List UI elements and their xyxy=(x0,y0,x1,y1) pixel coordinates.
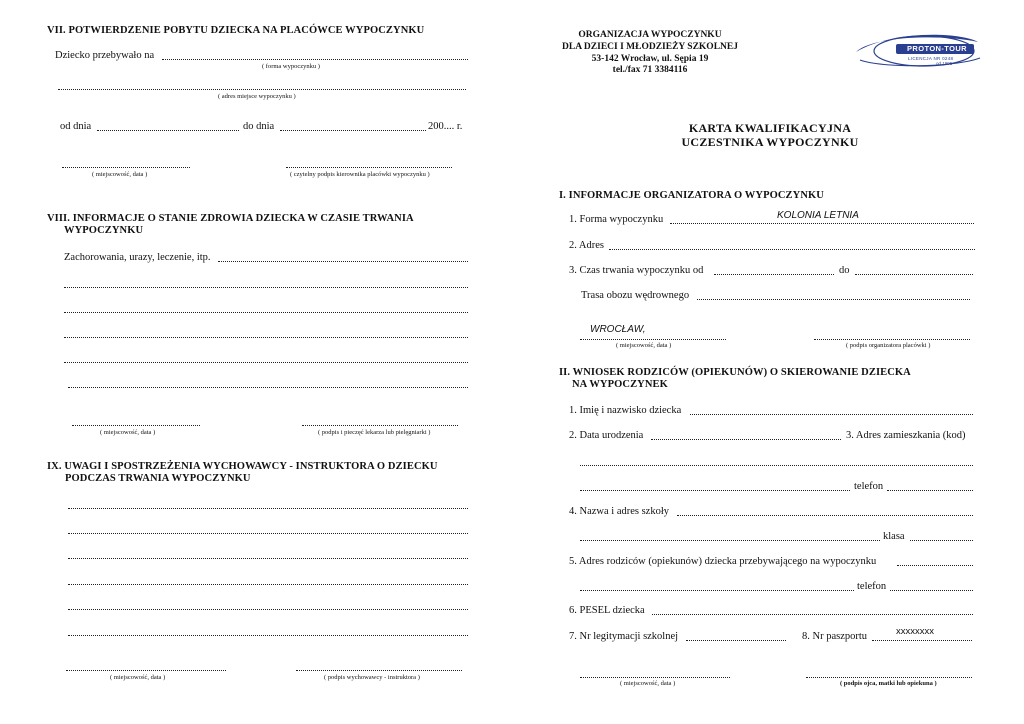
phone-field[interactable] xyxy=(887,481,973,491)
child-name-field[interactable] xyxy=(690,405,973,415)
remarks-line[interactable] xyxy=(68,524,468,534)
health-line[interactable] xyxy=(68,378,468,388)
section-ix-heading-cont: PODCZAS TRWANIA WYPOCZYNKU xyxy=(65,473,251,484)
organizer-signature-field[interactable] xyxy=(814,330,970,340)
child-name-label: 1. Imię i nazwisko dziecka xyxy=(569,405,682,416)
org-address: 53-142 Wrocław, ul. Sępia 19 xyxy=(591,54,709,64)
logo-name: PROTON-TOUR xyxy=(907,44,967,53)
logo-since: od 1995 xyxy=(936,61,953,66)
head-signature-field[interactable] xyxy=(286,158,452,168)
org-name-line: DLA DZIECI I MŁODZIEŻY SZKOLNEJ xyxy=(562,42,738,52)
rest-address-caption: ( adres miejsce wypoczynku ) xyxy=(218,93,296,100)
remarks-line[interactable] xyxy=(68,549,468,559)
home-address-field[interactable] xyxy=(580,481,850,491)
place-date-field[interactable] xyxy=(66,661,226,671)
address-field[interactable] xyxy=(609,240,975,250)
logo-tagline: LICENCJA NR 0248 xyxy=(908,56,954,61)
place-date-caption: ( miejscowość, data ) xyxy=(92,171,148,178)
route-label: Trasa obozu wędrownego xyxy=(581,290,690,301)
place-date-field[interactable] xyxy=(72,416,200,426)
remarks-line[interactable] xyxy=(68,499,468,509)
school-label: 4. Nazwa i adres szkoły xyxy=(569,506,670,517)
form-title: KARTA KWALIFIKACYJNA xyxy=(688,121,852,135)
phone-label: telefon xyxy=(854,481,884,492)
from-date-label: od dnia xyxy=(60,121,92,132)
passport-label: 8. Nr paszportu xyxy=(802,631,868,642)
route-field[interactable] xyxy=(697,290,970,300)
place-date-caption: ( miejscowość, data ) xyxy=(616,342,672,349)
parents-address-label: 5. Adres rodziców (opiekunów) dziecka przebywającego na wypoczynku xyxy=(569,556,877,567)
duration-to-field[interactable] xyxy=(855,265,973,275)
school-field[interactable] xyxy=(677,506,973,516)
organizer-signature-caption: ( podpis organizatora placówki ) xyxy=(846,342,931,349)
duration-label: 3. Czas trwania wypoczynku od xyxy=(569,265,704,276)
place-date-field[interactable] xyxy=(580,668,730,678)
org-phone: tel./fax 71 3384116 xyxy=(612,65,688,75)
place-date-field[interactable] xyxy=(580,330,726,340)
section-viii-heading: VIII. INFORMACJE O STANIE ZDROWIA DZIECKA W CZASIE TRWANIA xyxy=(47,213,414,224)
health-line[interactable] xyxy=(64,353,468,363)
pesel-label: 6. PESEL dziecka xyxy=(569,605,645,616)
instructor-signature-field[interactable] xyxy=(296,661,462,671)
school-field[interactable] xyxy=(580,531,880,541)
org-name-line: ORGANIZACJA WYPOCZYNKU xyxy=(578,30,722,40)
class-field[interactable] xyxy=(910,531,973,541)
place-date-caption: ( miejscowość, data ) xyxy=(100,429,156,436)
form-of-rest-field[interactable] xyxy=(162,50,468,60)
section-i-heading: I. INFORMACJE ORGANIZATORA O WYPOCZYNKU xyxy=(559,190,824,201)
remarks-line[interactable] xyxy=(68,626,468,636)
place-date-caption: ( miejscowość, data ) xyxy=(110,674,166,681)
parent-signature-caption: ( podpis ojca, matki lub opiekuna ) xyxy=(840,680,937,687)
form-of-rest-label: 1. Forma wypoczynku xyxy=(569,214,664,225)
health-line[interactable] xyxy=(64,278,468,288)
proton-tour-logo xyxy=(852,30,984,72)
place-value: WROCŁAW, xyxy=(590,324,646,335)
illness-label: Zachorowania, urazy, leczenie, itp. xyxy=(64,252,211,263)
remarks-line[interactable] xyxy=(68,575,468,585)
address-label: 2. Adres xyxy=(569,240,604,251)
birth-date-field[interactable] xyxy=(651,430,841,440)
school-id-field[interactable] xyxy=(686,631,786,641)
form-of-rest-value: KOLONIA LETNIA xyxy=(777,210,859,221)
form-subtitle: UCZESTNIKA WYPOCZYNKU xyxy=(681,135,859,149)
section-viii-heading-cont: WYPOCZYNKU xyxy=(64,225,144,236)
parents-address-field[interactable] xyxy=(897,556,973,566)
place-date-field[interactable] xyxy=(62,158,190,168)
health-line[interactable] xyxy=(64,328,468,338)
passport-value: xxxxxxxx xyxy=(896,626,934,637)
phone-field[interactable] xyxy=(890,581,973,591)
phone-label: telefon xyxy=(857,581,887,592)
class-label: klasa xyxy=(883,531,905,542)
to-date-field[interactable] xyxy=(280,121,426,131)
duration-to-label: do xyxy=(839,265,850,276)
section-ii-heading: II. WNIOSEK RODZICÓW (OPIEKUNÓW) O SKIEROWANIE DZIECKA xyxy=(559,367,911,378)
home-address-field[interactable] xyxy=(580,456,973,466)
to-date-label: do dnia xyxy=(243,121,275,132)
section-ii-heading-cont: NA WYPOCZYNEK xyxy=(572,379,668,390)
birth-date-label: 2. Data urodzenia xyxy=(569,430,644,441)
school-id-label: 7. Nr legitymacji szkolnej xyxy=(569,631,679,642)
illness-field[interactable] xyxy=(218,252,468,262)
rest-address-field[interactable] xyxy=(58,80,466,90)
instructor-signature-caption: ( podpis wychowawcy - instruktora ) xyxy=(324,674,420,681)
doctor-signature-caption: ( podpis i pieczęć lekarza lub pielęgniarki ) xyxy=(318,429,431,436)
section-vii-heading: VII. POTWIERDZENIE POBYTU DZIECKA NA PLACÓWCE WYPOCZYNKU xyxy=(47,25,425,36)
parent-signature-field[interactable] xyxy=(806,668,972,678)
form-of-rest-caption: ( forma wypoczynku ) xyxy=(262,63,320,70)
doctor-signature-field[interactable] xyxy=(302,416,458,426)
parents-address-field[interactable] xyxy=(580,581,854,591)
pesel-field[interactable] xyxy=(652,605,973,615)
from-date-field[interactable] xyxy=(97,121,239,131)
year-label: 200.... r. xyxy=(428,121,463,132)
place-date-caption: ( miejscowość, data ) xyxy=(620,680,676,687)
head-signature-caption: ( czytelny podpis kierownika placówki wypoczynku ) xyxy=(290,171,430,178)
duration-from-field[interactable] xyxy=(714,265,834,275)
section-ix-heading: IX. UWAGI I SPOSTRZEŻENIA WYCHOWAWCY - INSTRUKTORA O DZIECKU xyxy=(47,461,438,472)
stay-label: Dziecko przebywało na xyxy=(55,50,155,61)
remarks-line[interactable] xyxy=(68,600,468,610)
health-line[interactable] xyxy=(64,303,468,313)
home-address-label: 3. Adres zamieszkania (kod) xyxy=(846,430,966,441)
